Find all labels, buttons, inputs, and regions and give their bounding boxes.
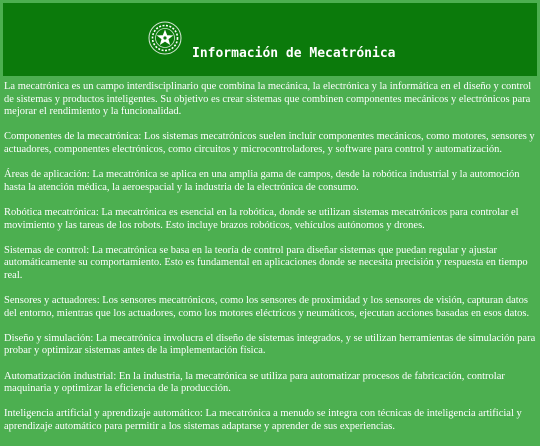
content-body: [4, 81, 536, 446]
paragraph-application-areas: Áreas de aplicación: La mecatrónica se aplica en una amplia gama de campos, desde la robótica industrial y la automoción hasta la atención médica, la aeroespacial y la industria de la electrónica de consumo.: [4, 169, 520, 193]
paragraph-design-simulation: Diseño y simulación: La mecatrónica involucra el diseño de sistemas integrados, y se utilizan herramientas de simulación para probar y optimizar sistemas antes de la implementación física.: [4, 332, 536, 357]
star-wreath-emblem-icon: [148, 21, 182, 55]
header-banner: [3, 3, 537, 76]
paragraph-robotics: Robótica mecatrónica: La mecatrónica es esencial en la robótica, donde se utilizan sistemas mecatrónicos para controlar el movimiento y las tareas de los robots. Esto incluye brazos robóticos, vehículos autónomos y drones.: [4, 206, 519, 231]
paragraph-components: Componentes de la mecatrónica: Los sistemas mecatrónicos suelen incluir componentes mecánicos, como motores, sensores y actuadores, componentes electrónicos, como circuitos y microcontroladores, y software para control y automatización.: [4, 131, 535, 155]
page-title: Información de Mecatrónica: [192, 46, 396, 61]
paragraph-industrial-automation: Automatización industrial: En la industria, la mecatrónica se utiliza para automatizar procesos de fabricación, controlar maquinaria y optimizar la eficiencia de la producción.: [4, 370, 505, 395]
paragraph-control-systems: Sistemas de control: La mecatrónica se basa en la teoría de control para diseñar sistemas que puedan regular y ajustar automáticamente su comportamiento. Esto es fundamental en aplicaciones donde se necesita precisión y respuesta en tiempo real.: [4, 244, 528, 281]
paragraph-ai-ml: Inteligencia artificial y aprendizaje automático: La mecatrónica a menudo se integra con técnicas de inteligencia artificial y aprendizaje automático para permitir a los sistemas adaptarse y aprender de sus experiencias.: [4, 408, 522, 433]
paragraph-sensors-actuators: Sensores y actuadores: Los sensores mecatrónicos, como los sensores de proximidad y los sensores de visión, capturan datos del entorno, mientras que los actuadores, como los motores eléctricos y neumáticos, ejecutan acciones basadas en esos datos.: [4, 295, 530, 319]
paragraph-intro: La mecatrónica es un campo interdisciplinario que combina la mecánica, la electrónica y la informática en el diseño y control de sistemas y productos inteligentes. Su objetivo es crear sistemas que combinen componentes mecánicos y electrónicos para mejorar el rendimiento y la funcionalidad.: [4, 81, 532, 118]
